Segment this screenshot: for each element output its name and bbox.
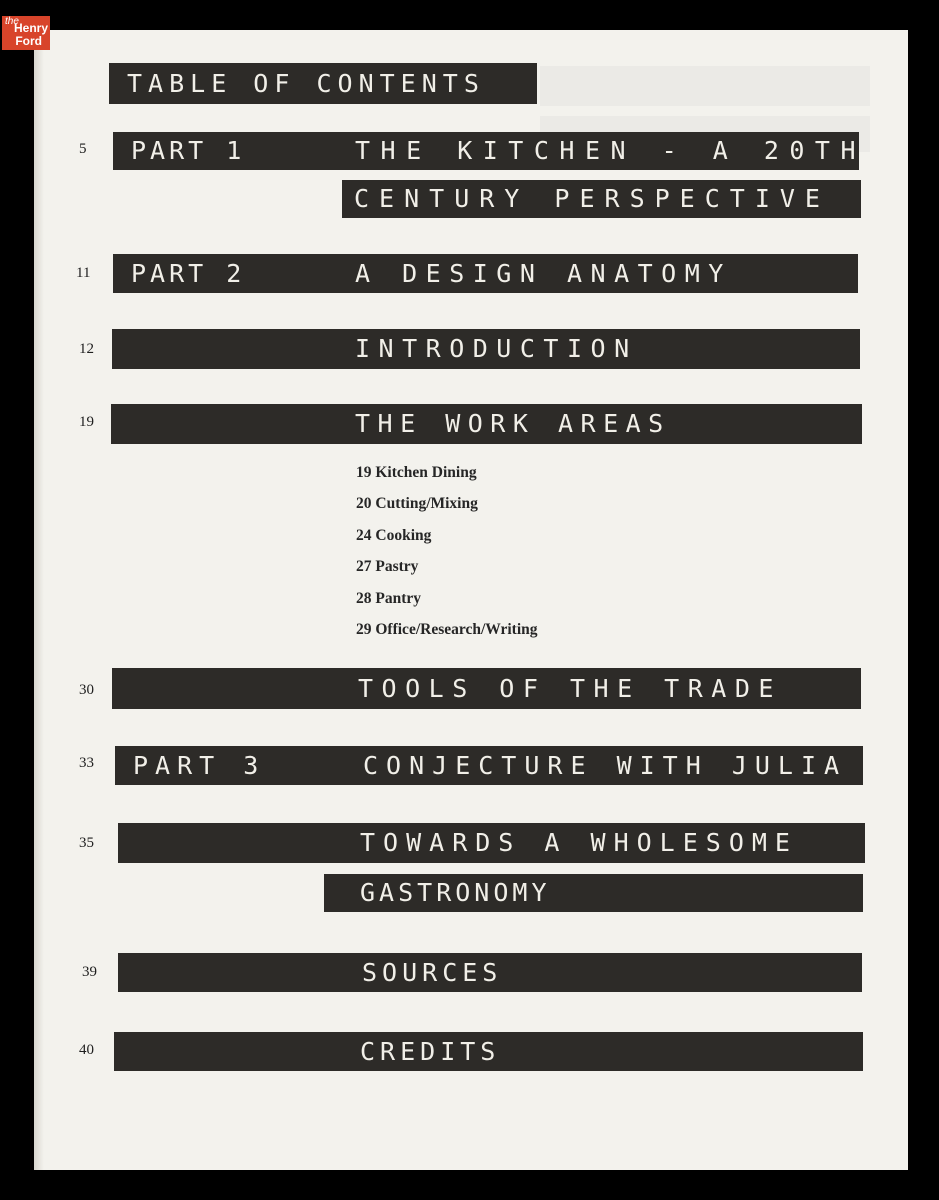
work-area-item: 29 Office/Research/Writing — [356, 621, 538, 638]
toc-entry-part-2 — [113, 254, 858, 293]
page-number: 33 — [79, 755, 94, 771]
entry-title: TOWARDS A WHOLESOME — [360, 828, 798, 857]
entry-title: INTRODUCTION — [355, 334, 638, 363]
part-label: PART 3 — [133, 750, 266, 780]
work-area-item: 24 Cooking — [356, 527, 432, 544]
entry-title: CONJECTURE WITH JULIA — [363, 750, 848, 780]
toc-entry-introduction — [112, 329, 860, 369]
entry-title: THE KITCHEN - A 20TH — [355, 136, 867, 165]
page-spine-shadow — [34, 30, 44, 1170]
entry-title-continued: GASTRONOMY — [360, 878, 551, 907]
logo-ford: Ford — [15, 34, 42, 48]
entry-title: TOOLS OF THE TRADE — [358, 673, 782, 703]
part-label: PART 2 — [131, 258, 246, 288]
toc-entry-sources — [118, 953, 862, 992]
toc-entry-part-1 — [113, 132, 867, 170]
entry-title: A DESIGN ANATOMY — [355, 258, 732, 288]
part-label: PART 1 — [131, 136, 246, 165]
toc-entry-tools — [112, 668, 861, 709]
page-number: 30 — [79, 682, 94, 698]
toc-entry-wholesome-continued — [324, 874, 863, 912]
toc-entry-part-3 — [115, 746, 863, 785]
toc-heading — [109, 63, 537, 104]
toc-entry-wholesome — [118, 823, 865, 863]
page-number: 19 — [79, 414, 94, 430]
work-area-item: 20 Cutting/Mixing — [356, 495, 478, 512]
page-number: 40 — [79, 1042, 94, 1058]
entry-title: SOURCES — [362, 957, 503, 987]
entry-title-continued: CENTURY PERSPECTIVE — [354, 184, 830, 213]
henry-ford-logo — [2, 16, 50, 50]
work-area-item: 27 Pastry — [356, 558, 419, 575]
page-number: 11 — [76, 265, 91, 281]
logo-henry: Henry — [13, 21, 48, 35]
toc-entry-credits — [114, 1032, 863, 1071]
page-number: 39 — [82, 964, 97, 980]
entry-title: THE WORK AREAS — [355, 409, 671, 438]
page-number: 5 — [79, 141, 87, 157]
work-area-item: 28 Pantry — [356, 590, 422, 607]
bleed-through-mark — [540, 66, 870, 106]
logo-the: the — [5, 16, 19, 27]
work-area-item: 19 Kitchen Dining — [356, 464, 477, 481]
toc-entry-work-areas — [111, 404, 862, 444]
entry-title: CREDITS — [360, 1036, 501, 1066]
toc-heading-text: TABLE OF CONTENTS — [127, 68, 485, 98]
toc-entry-part-1-continued — [342, 180, 861, 218]
page-number: 12 — [79, 341, 94, 357]
page-number: 35 — [79, 835, 94, 851]
